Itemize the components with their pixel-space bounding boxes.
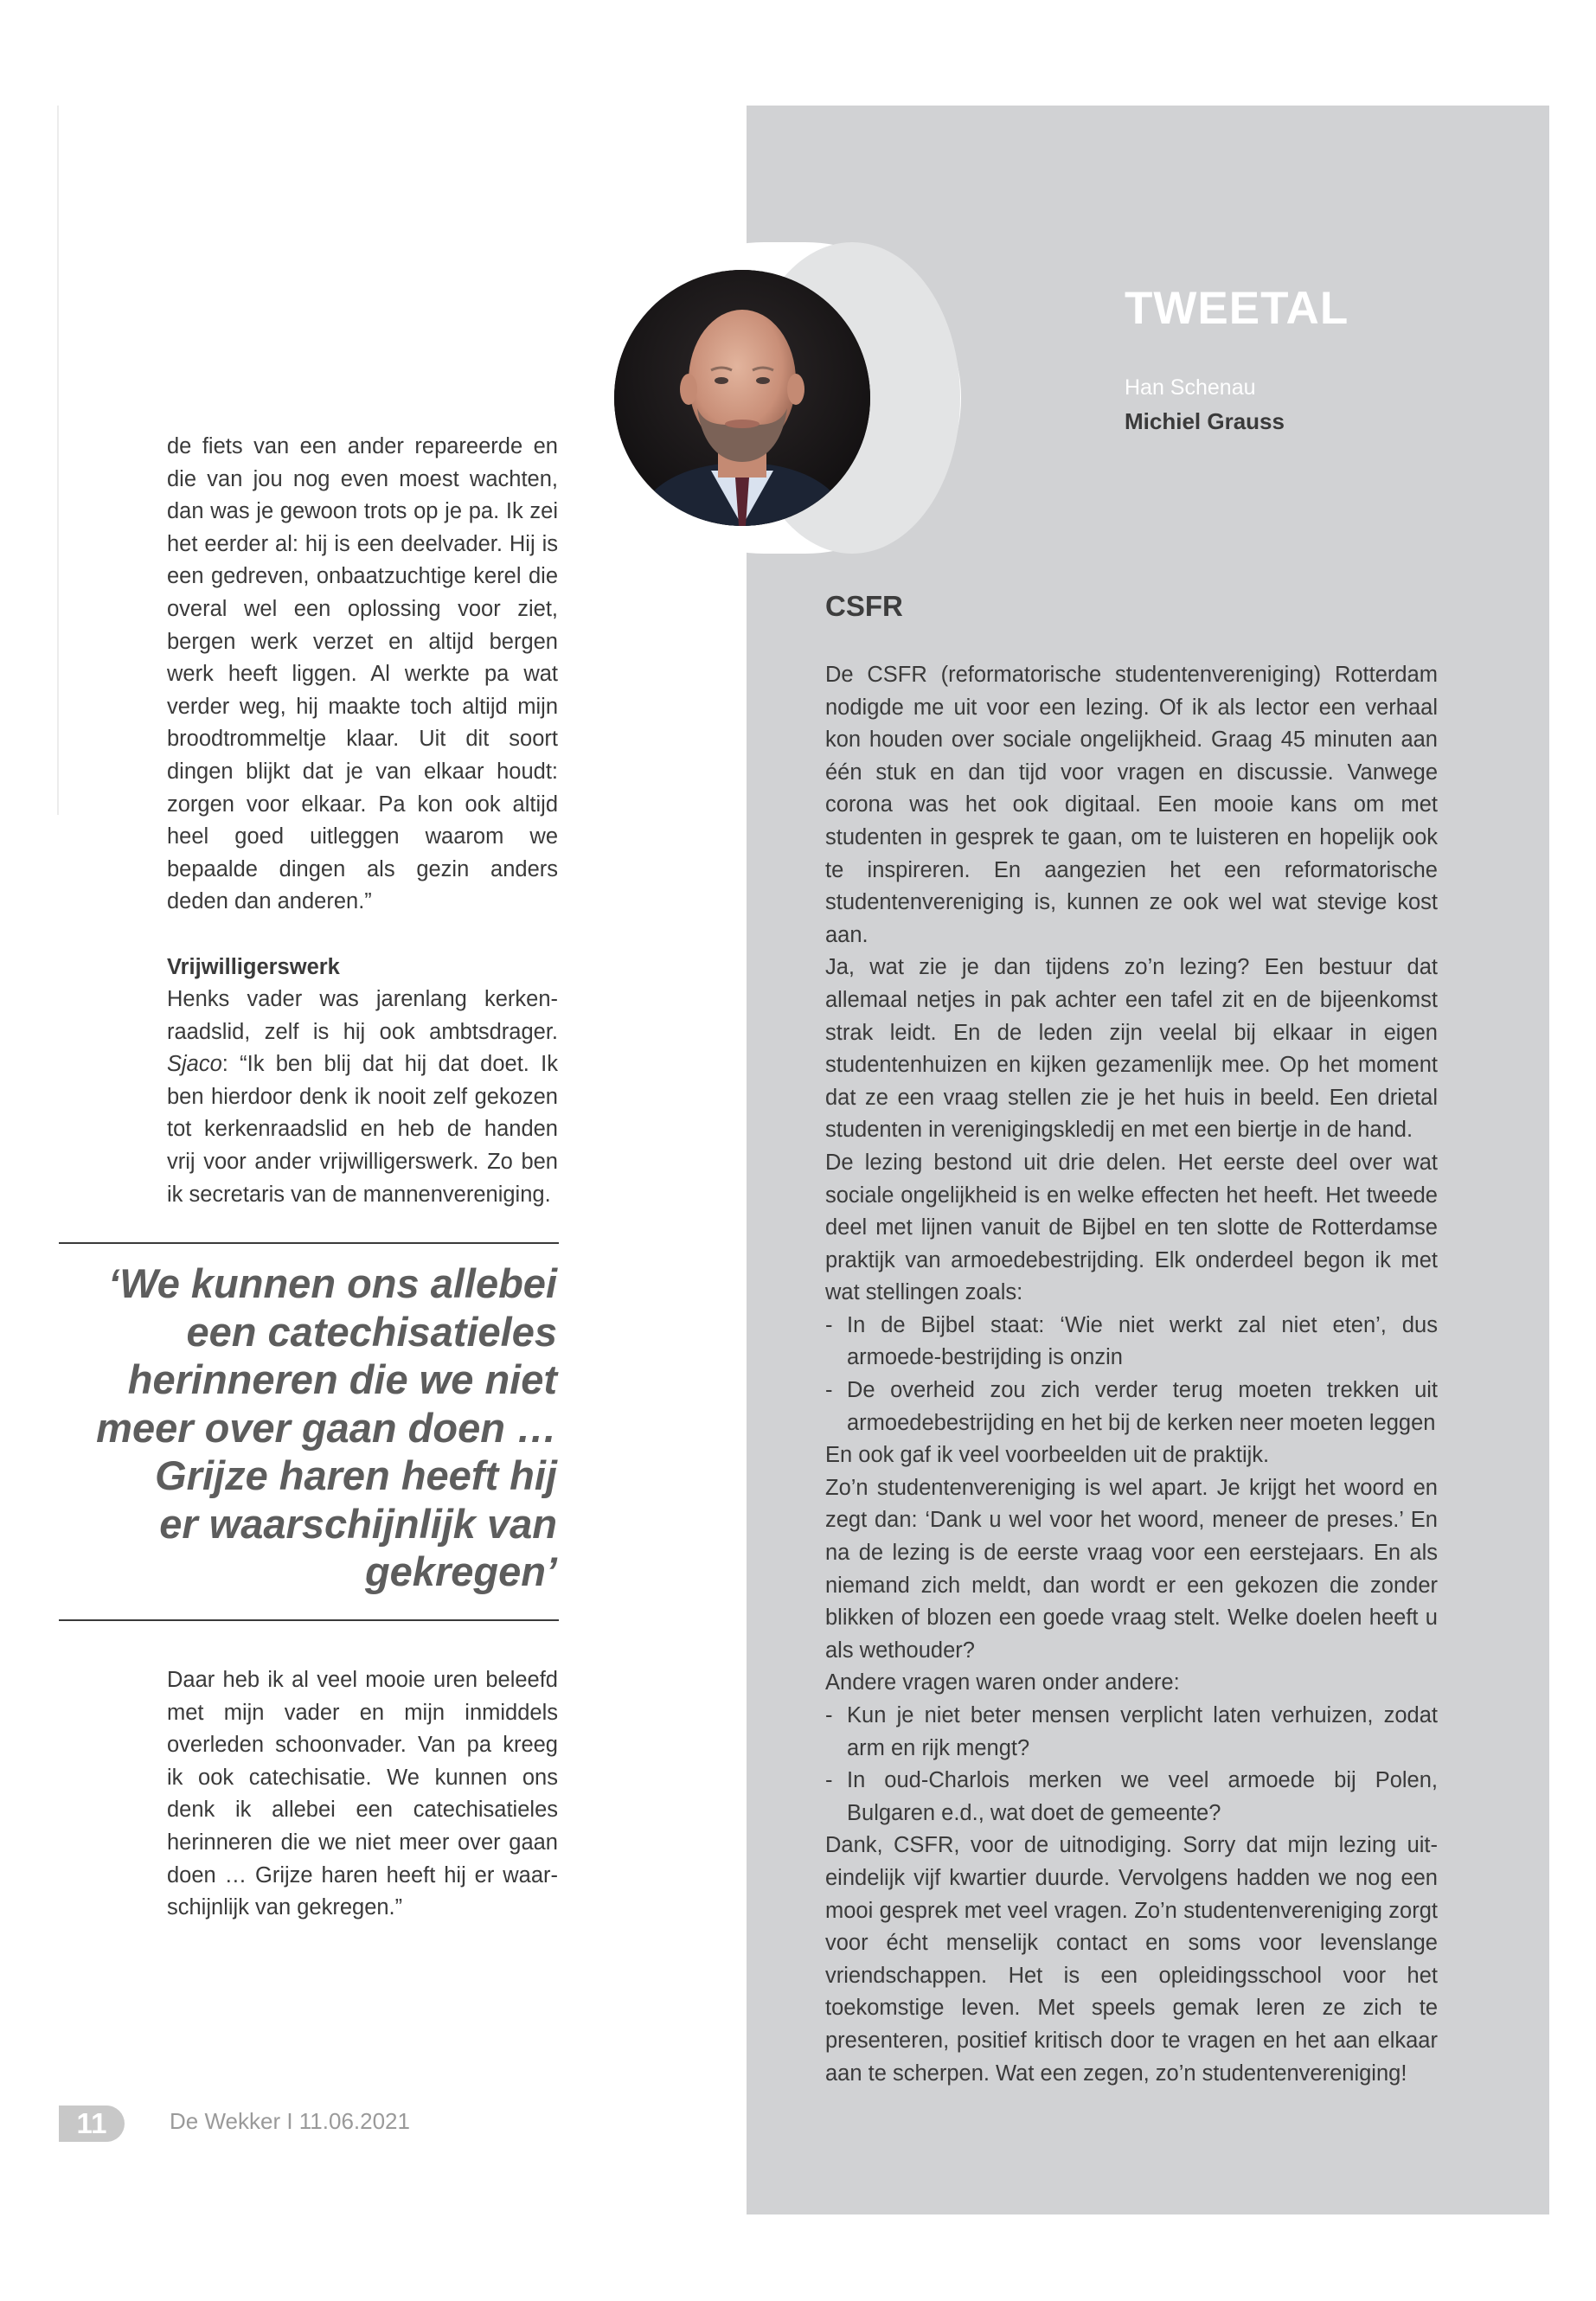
bullet-text: In oud-Charlois merken we veel armoede bij Polen, Bulgaren e.d., wat doet de gemeente? [847,1768,1438,1825]
quote-bottom-rule [59,1619,559,1621]
quote-top-rule [59,1242,559,1244]
page-footer: De Wekker I 11.06.2021 [170,2108,410,2134]
author-portrait [614,270,870,526]
pull-quote [59,1259,557,1596]
page-number: 11 [59,2106,125,2142]
author-name-1: Han Schenau [1125,375,1256,400]
portrait-illustration [614,270,870,526]
person-name: Sjaco [167,1052,222,1077]
bullet-text: Kun je niet beter mensen verplicht laten verhuizen, zodat arm en rijk mengt? [847,1703,1438,1760]
column-title: TWEETAL [1125,283,1349,334]
paragraph: Daar heb ik al veel mooie uren beleefd met mijn vader en mijn inmiddels overleden schoonvader. Van pa kreeg ik ook catechisatie. We kunnen ons denk ik allebei een catechisatieles herinneren die we niet meer over gaan doen … Grijze haren heeft hij er waar-schijnlijk van gekregen.” [167,1668,558,1920]
bullet-dash: - [825,1768,833,1793]
bullet-dash: - [825,1378,833,1403]
left-article-bottom [167,1664,558,1925]
paragraph: De CSFR (reformatorische studentenvereniging) Rotterdam nodigde me uit voor een lezing. Of ik als lector een verhaal kon houden over sociale ongelijkheid. Graag 45 minuten aan één stuk en dan tijd voor vragen en discussie. Vanwege corona was het ook digitaal. Een mooie kans om met studenten in gesprek te gaan, om te luisteren en hopelijk ook te inspireren. En aangezien het een reformatorische studentenvereniging is, kunnen ze ook wel wat stevige kost aan. [825,663,1438,947]
paragraph: Zo’n studentenvereniging is wel apart. Je krijgt het woord en zegt dan: ‘Dank u wel voor het woord, meneer de preses.’ En na de lezing is de eerste vraag voor een eerstejaars. En als niemand zich meldt, dan wordt er een gekozen die zonder blikken of blozen een goede vraag stelt. Welke doelen heeft u als wethouder? [825,1475,1438,1663]
left-article-top [167,431,558,1211]
quote-line: herinneren die we niet [127,1356,557,1402]
quote-line: meer over gaan doen … [96,1404,557,1451]
paragraph: En ook gaf ik veel voorbeelden uit de praktijk. [825,1443,1270,1468]
quote-line: ‘We kunnen ons allebei [108,1260,557,1306]
csfr-heading: CSFR [825,590,903,622]
bullet-item [825,1310,1438,1375]
csfr-article-body [825,659,1438,2090]
paragraph: Ja, wat zie je dan tijdens zo’n lezing? Een bestuur dat allemaal netjes in pak achter een tafel zit en de bijeenkomst strak leidt. En de leden zijn veelal bij elkaar in eigen studentenhuizen en kijken gezamenlijk mee. Op het moment dat ze een vraag stellen zie je het huis in beeld. Een drietal studenten in verenigingskledij en met een biertje in de hand. [825,955,1438,1143]
bullet-item [825,1700,1438,1765]
paragraph: Dank, CSFR, voor de uitnodiging. Sorry dat mijn lezing uit-eindelijk vijf kwartier duurde. Vervolgens hadden we nog een mooi gesprek met veel vragen. Zo’n studentenvereniging zorgt voor écht menselijk contact en soms voor levenslange vriendschappen. Het is een opleidingsschool voor het toekomstige leven. Met speels gemak leren ze zich te presenteren, positief kritisch door te vragen en het aan elkaar aan te scherpen. Wat een zegen, zo’n studentenvereniging! [825,1833,1438,2086]
quote-line: een catechisatieles [186,1308,557,1355]
bullet-item [825,1375,1438,1439]
bullet-item [825,1765,1438,1830]
bullet-dash: - [825,1312,833,1337]
paragraph-text: : “Ik ben blij dat hij dat doet. Ik ben hierdoor denk ik nooit zelf gekozen tot kerkenraadslid en heb de handen vrij voor ander vrijwilligerswerk. Zo ben ik secretaris van de mannenvereniging. [167,1052,558,1207]
paragraph-text: Henks vader was jarenlang kerken-raadslid, zelf is hij ook ambtsdrager. [167,987,558,1044]
quote-line: er waarschijnlijk van [159,1500,557,1547]
quote-line: Grijze haren heeft hij [155,1452,557,1498]
left-margin-line [57,106,59,815]
bullet-text: In de Bijbel staat: ‘Wie niet werkt zal niet eten’, dus armoede-bestrijding is onzin [847,1312,1438,1370]
section-heading: Vrijwilligerswerk [167,954,340,979]
paragraph: Andere vragen waren onder andere: [825,1670,1180,1695]
bullet-dash: - [825,1703,833,1727]
paragraph: De lezing bestond uit drie delen. Het eerste deel over wat sociale ongelijkheid is en welke effecten het heeft. Het tweede deel met lijnen vanuit de Bijbel en ten slotte de Rotterdamse praktijk van armoedebestrijding. Elk onderdeel begon ik met wat stellingen zoals: [825,1150,1438,1305]
author-name-2: Michiel Grauss [1125,408,1285,434]
paragraph: de fiets van een ander repareerde en die van jou nog even moest wachten, dan was je gewoon trots op je pa. Ik zei het eerder al: hij is een deelvader. Hij is een gedreven, onbaatzuchtige kerel die overal wel een oplossing voor ziet, bergen werk verzet en altijd bergen werk heeft liggen. Al werkte pa wat verder weg, hij maakte toch altijd mijn broodtrommeltje klaar. Uit dit soort dingen blijkt dat je van elkaar houdt: zorgen voor elkaar. Pa kon ook altijd heel goed uitleggen waarom we bepaalde dingen als gezin anders deden dan anderen.” [167,434,558,914]
bullet-text: De overheid zou zich verder terug moeten trekken uit armoedebestrijding en het bij de kerken neer moeten leggen [847,1378,1438,1435]
paragraph [167,984,558,1211]
quote-line: gekregen’ [364,1548,557,1594]
